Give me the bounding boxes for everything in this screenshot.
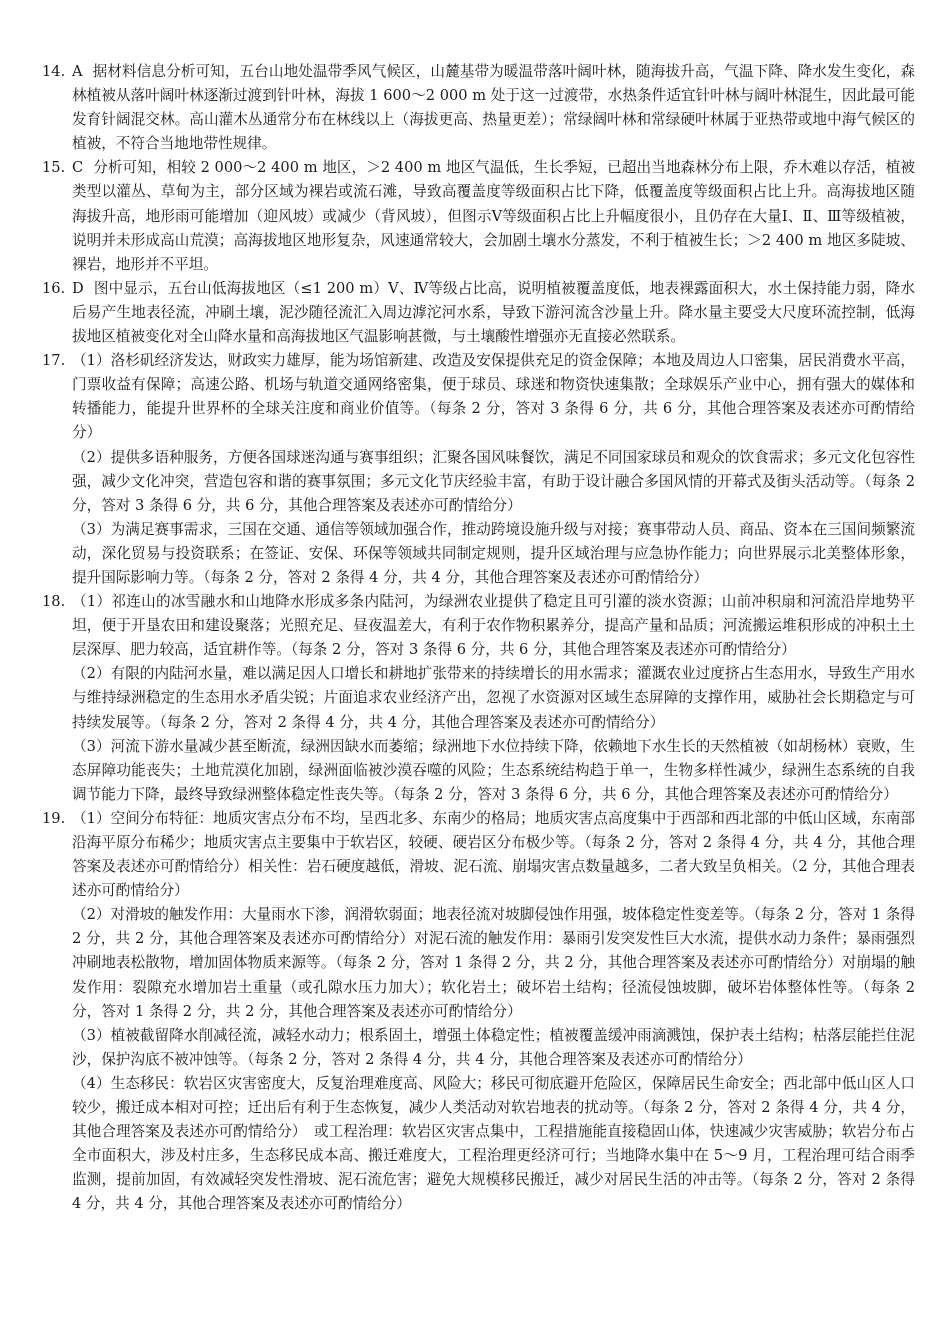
paragraph-text: （3）植被截留降水削减径流，减轻水动力；根系固土，增强土体稳定性；植被覆盖缓冲雨滴溅蚀，保护表土结构；枯落层能拦住泥沙，保护沟底不被冲蚀等。（每条 2 分，答对 2 条得 4 分，共 4 分，其他合理答案及表述亦可酌情给分） xyxy=(72,1026,915,1068)
question-item xyxy=(42,807,915,1217)
answer-paragraph xyxy=(72,662,915,734)
answer-paragraph xyxy=(72,349,915,445)
paragraph-text: （2）提供多语种服务，方便各国球迷沟通与赛事组织；汇聚各国风味餐饮，满足不同国家球员和观众的饮食需求；多元文化包容性强，减少文化冲突，营造包容和谐的赛事氛围；多元文化节庆经验丰富，有助于设计融合多国风情的开幕式及街头活动等。（每条 2 分，答对 3 条得 6 分，共 6 分，其他合理答案及表述亦可酌情给分） xyxy=(72,448,915,514)
paragraph-text: （3）河流下游水量减少甚至断流，绿洲因缺水而萎缩；绿洲地下水位持续下降，依赖地下水生长的天然植被（如胡杨林）衰败，生态屏障功能丧失；土地荒漠化加剧，绿洲面临被沙漠吞噬的风险；生态系统结构趋于单一，生物多样性减少，绿洲生态系统的自我调节能力下降，最终导致绿洲整体稳定性丧失等。（每条 2 分，答对 3 条得 6 分，共 6 分，其他合理答案及表述亦可酌情给分） xyxy=(72,737,915,803)
question-number: 15. xyxy=(42,159,66,177)
answer-paragraph xyxy=(72,807,915,903)
answer-paragraph xyxy=(72,903,915,1023)
question-item xyxy=(42,60,915,156)
answer-paragraph xyxy=(72,1024,915,1072)
paragraph-text: （2）对滑坡的触发作用：大量雨水下渗，润滑软弱面；地表径流对坡脚侵蚀作用强，坡体稳定性变差等。（每条 2 分，答对 1 条得 2 分，共 2 分，其他合理答案及表述亦可酌情给分）对泥石流的触发作用：暴雨引发突发性巨大水流，提供水动力条件；暴雨强烈冲刷地表松散物，增加固体物质来源等。（每条 2 分，答对 1 条得 2 分，共 2 分，其他合理答案及表述亦可酌情给分）对崩塌的触发作用：裂隙充水增加岩土重量（或孔隙水压力加大）；软化岩土；破坏岩土结构；径流侵蚀坡脚，破坏岩体整体性等。（每条 2 分，答对 1 条得 2 分，共 2 分，其他合理答案及表述亦可酌情给分） xyxy=(72,906,915,1020)
answer-paragraph xyxy=(72,156,915,276)
paragraph-text: （4）生态移民：软岩区灾害密度大，反复治理难度高、风险大；移民可彻底避开危险区，保障居民生命安全；西北部中低山区人口较少，搬迁成本相对可控；迁出后有利于生态恢复，减少人类活动对软岩地表的扰动等。（每条 2 分，答对 2 条得 4 分，共 4 分，其他合理答案及表述亦可酌情给分） 或工程治理：软岩区灾害点集中，工程措施能直接稳固山体，快速减少灾害威胁；软岩分布占全市面积大，涉及村庄多，生态移民成本高、搬迁难度大，工程治理更经济可行；当地降水集中在 5～9 月，工程治理可结合雨季监测，提前加固，有效减轻突发性滑坡、泥石流危害；避免大规模移民搬迁，减少对居民生活的冲击等。（每条 2 分，答对 2 条得 4 分，共 4 分，其他合理答案及表述亦可酌情给分） xyxy=(72,1074,915,1213)
answer-paragraph xyxy=(72,60,915,156)
paragraph-text: 分析可知，相较 2 000～2 400 m 地区，＞2 400 m 地区气温低，生长季短，已超出当地森林分布上限，乔木难以存活，植被类型以灌丛、草甸为主，部分区域为裸岩或流石滩，导致高覆盖度等级面积占比下降，低覆盖度等级面积占比上升。高海拔地区随海拔升高，地形雨可能增加（迎风坡）或减少（背风坡），但图示Ⅴ等级面积占比上升幅度很小，且仍存在大量Ⅰ、Ⅱ、Ⅲ等级植被，说明并未形成高山荒漠；高海拔地区地形复杂，风速通常较大，会加剧土壤水分蒸发，不利于植被生长；＞2 400 m 地区多陡坡、裸岩，地形并不平坦。 xyxy=(72,159,915,273)
choice-answer: A xyxy=(72,63,83,80)
question-number: 17. xyxy=(42,352,66,370)
question-number: 19. xyxy=(42,809,66,827)
paragraph-text: （3）为满足赛事需求，三国在交通、通信等领域加强合作，推动跨境设施升级与对接；赛事带动人员、商品、资本在三国间频繁流动，深化贸易与投资联系；在签证、安保、环保等领域共同制定规则，提升区域治理与应急协作能力；向世界展示北美整体形象，提升国际影响力等。（每条 2 分，答对 2 条得 4 分，共 4 分，其他合理答案及表述亦可酌情给分） xyxy=(72,520,915,586)
question-item xyxy=(42,349,915,590)
paragraph-text: （1）祁连山的冰雪融水和山地降水形成多条内陆河，为绿洲农业提供了稳定且可引灌的淡水资源；山前冲积扇和河流沿岸地势平坦，便于开垦农田和建设聚落；光照充足、昼夜温差大，有利于农作物积累养分，提高产量和品质；河流搬运堆积形成的冲积土土层深厚、肥力较高，适宜耕作等。（每条 2 分，答对 3 条得 6 分，共 6 分，其他合理答案及表述亦可酌情给分） xyxy=(72,593,915,659)
paragraph-text: （1）空间分布特征：地质灾害点分布不均，呈西北多、东南少的格局；地质灾害点高度集中于西部和西北部的中低山区域，东南部沿海平原分布稀少；地质灾害点主要集中于软岩区，较硬、硬岩区分布极少等。（每条 2 分，答对 2 条得 4 分，共 4 分，其他合理答案及表述亦可酌情给分）相关性：岩石硬度越低，滑坡、泥石流、崩塌灾害点数量越多，二者大致呈负相关。（2 分，其他合理表述亦可酌情给分） xyxy=(72,809,915,900)
paragraph-text: 图中显示，五台山低海拔地区（≤1 200 m）Ⅴ、Ⅳ等级占比高，说明植被覆盖度低，地表裸露面积大，水土保持能力弱，降水后易产生地表径流，冲刷土壤，泥沙随径流汇入周边滹沱河水系，导致下游河流含沙量上升。降水量主要受大尺度环流控制，低海拔地区植被变化对全山降水量和高海拔地区气温影响甚微，与土壤酸性增强亦无直接必然联系。 xyxy=(72,279,915,346)
answer-paragraph xyxy=(72,735,915,807)
paragraph-text: （2）有限的内陆河水量，难以满足因人口增长和耕地扩张带来的持续增长的用水需求；灌溉农业过度挤占生态用水，导致生产用水与维持绿洲稳定的生态用水矛盾尖锐；片面追求农业经济产出，忽视了水资源对区域生态屏障的支撑作用，威胁社会长期稳定与可持续发展等。（每条 2 分，答对 2 条得 4 分，共 4 分，其他合理答案及表述亦可酌情给分） xyxy=(72,665,915,731)
answer-document xyxy=(42,60,915,1217)
question-item xyxy=(42,590,915,807)
answer-paragraph xyxy=(72,518,915,590)
paragraph-text: （1）洛杉矶经济发达，财政实力雄厚，能为场馆新建、改造及安保提供充足的资金保障；本地及周边人口密集，居民消费水平高，门票收益有保障；高速公路、机场与轨道交通网络密集，便于球员、球迷和物资快速集散；全球娱乐产业中心，拥有强大的媒体和转播能力，能提升世界杯的全球关注度和商业价值等。（每条 2 分，答对 3 条得 6 分，共 6 分，其他合理答案及表述亦可酌情给分） xyxy=(72,352,915,442)
answer-paragraph xyxy=(72,590,915,662)
choice-answer: C xyxy=(72,159,84,177)
answer-paragraph xyxy=(72,277,915,349)
question-item xyxy=(42,277,915,349)
question-item xyxy=(42,156,915,276)
question-number: 18. xyxy=(42,593,66,611)
choice-answer: D xyxy=(72,279,84,297)
answer-paragraph xyxy=(72,446,915,518)
paragraph-text: 据材料信息分析可知，五台山地处温带季风气候区，山麓基带为暖温带落叶阔叶林，随海拔升高，气温下降、降水发生变化，森林植被从落叶阔叶林逐渐过渡到针叶林，海拔 1 600～2 000 m 处于这一过渡带，水热条件适宜针叶林与阔叶林混生，因此最可能发育针阔混交林。高山灌木丛通常分布在林线以上（海拔更高、热量更差）；常绿阔叶林和常绿硬叶林属于亚热带或地中海气候区的植被，不符合当地地带性规律。 xyxy=(72,63,915,153)
answer-paragraph xyxy=(72,1072,915,1217)
question-number: 14. xyxy=(42,63,66,80)
question-number: 16. xyxy=(42,279,66,297)
